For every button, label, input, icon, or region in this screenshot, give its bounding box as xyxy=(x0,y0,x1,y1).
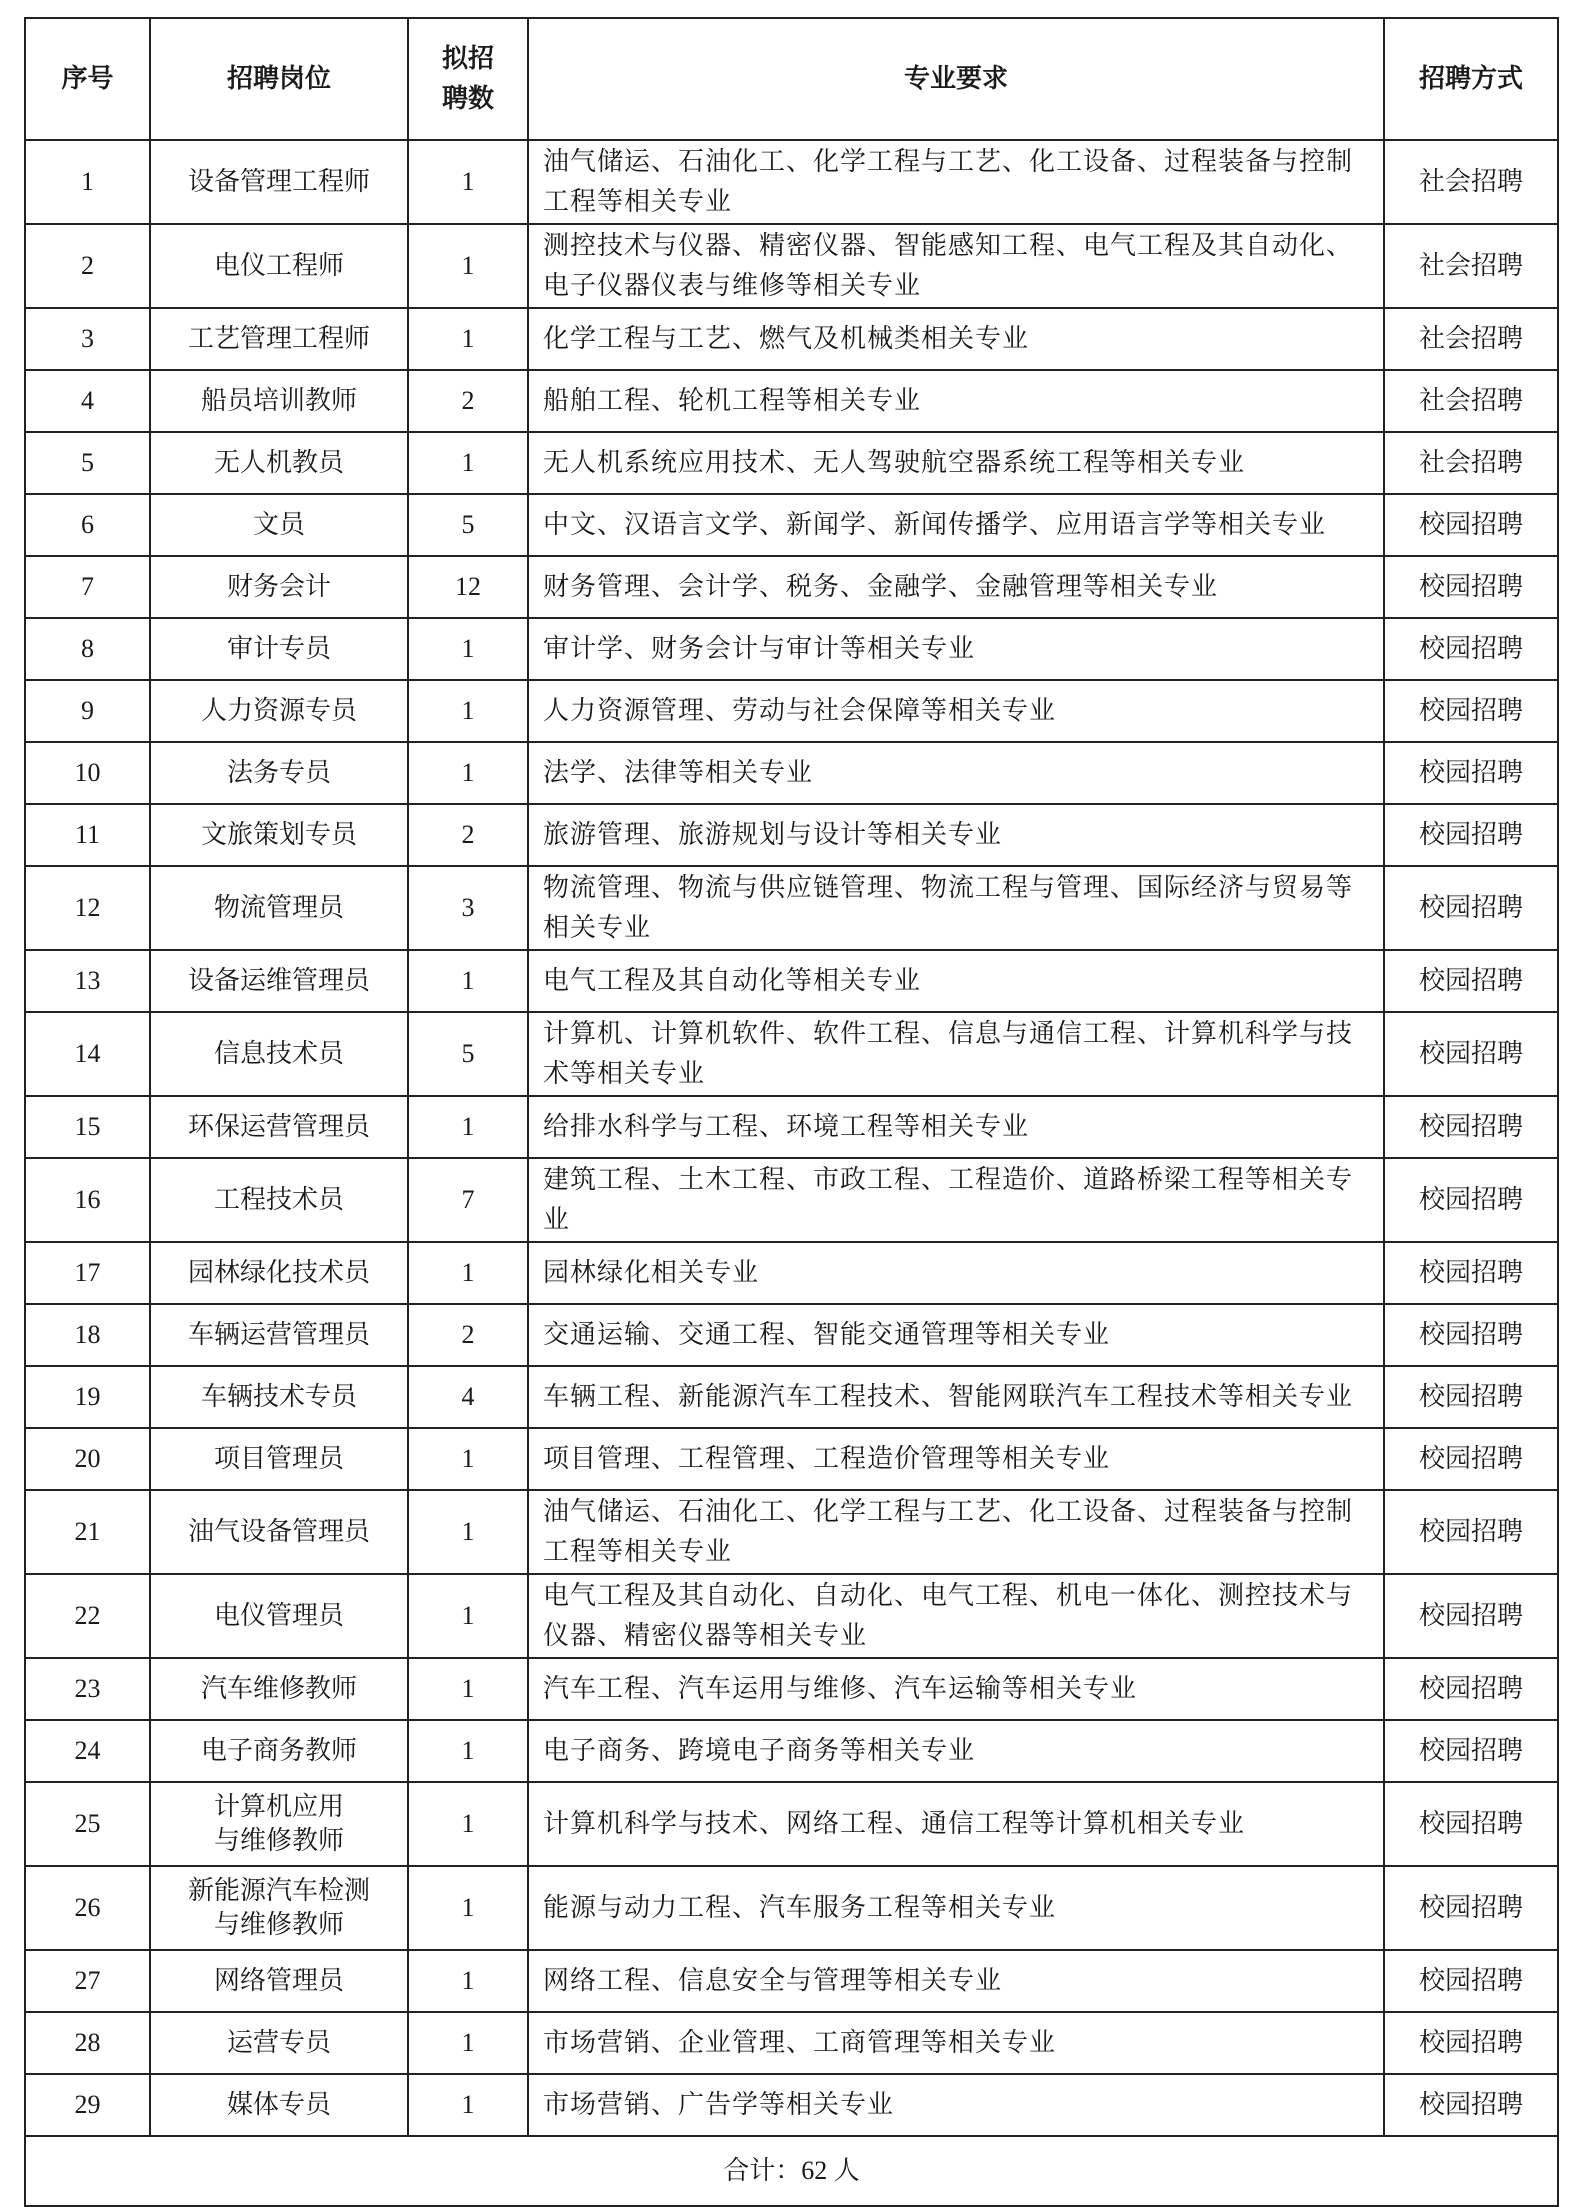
row-position: 财务会计 xyxy=(150,556,408,618)
row-position: 电子商务教师 xyxy=(150,1720,408,1782)
row-major: 计算机、计算机软件、软件工程、信息与通信工程、计算机科学与技术等相关专业 xyxy=(528,1012,1384,1096)
row-no: 4 xyxy=(25,370,150,432)
table-row xyxy=(25,556,1558,618)
table-row xyxy=(25,2074,1558,2136)
table-row xyxy=(25,1096,1558,1158)
row-position: 法务专员 xyxy=(150,742,408,804)
row-method: 校园招聘 xyxy=(1384,1782,1558,1866)
table-row xyxy=(25,1242,1558,1304)
row-position: 信息技术员 xyxy=(150,1012,408,1096)
row-method: 社会招聘 xyxy=(1384,224,1558,308)
table-row xyxy=(25,370,1558,432)
row-method: 校园招聘 xyxy=(1384,1658,1558,1720)
table-row xyxy=(25,2012,1558,2074)
table-row xyxy=(25,308,1558,370)
header-row xyxy=(25,18,1558,140)
row-no: 12 xyxy=(25,866,150,950)
row-major: 审计学、财务会计与审计等相关专业 xyxy=(528,618,1384,680)
row-major: 旅游管理、旅游规划与设计等相关专业 xyxy=(528,804,1384,866)
row-position: 项目管理员 xyxy=(150,1428,408,1490)
row-no: 25 xyxy=(25,1782,150,1866)
table-row xyxy=(25,140,1558,224)
row-method: 校园招聘 xyxy=(1384,866,1558,950)
row-position: 媒体专员 xyxy=(150,2074,408,2136)
header-position: 招聘岗位 xyxy=(150,18,408,140)
table-row xyxy=(25,1012,1558,1096)
header-major: 专业要求 xyxy=(528,18,1384,140)
row-method: 校园招聘 xyxy=(1384,1242,1558,1304)
row-major: 交通运输、交通工程、智能交通管理等相关专业 xyxy=(528,1304,1384,1366)
row-no: 3 xyxy=(25,308,150,370)
row-count: 1 xyxy=(408,308,528,370)
row-method: 校园招聘 xyxy=(1384,950,1558,1012)
row-no: 22 xyxy=(25,1574,150,1658)
row-count: 1 xyxy=(408,2012,528,2074)
table-row xyxy=(25,1782,1558,1866)
table-row xyxy=(25,1574,1558,1658)
row-position: 环保运营管理员 xyxy=(150,1096,408,1158)
table-row xyxy=(25,432,1558,494)
row-method: 校园招聘 xyxy=(1384,1866,1558,1950)
table-row xyxy=(25,1428,1558,1490)
total-cell: 合计：62 人 xyxy=(25,2136,1558,2206)
table-row xyxy=(25,618,1558,680)
row-method: 校园招聘 xyxy=(1384,618,1558,680)
row-count: 2 xyxy=(408,370,528,432)
row-major: 园林绿化相关专业 xyxy=(528,1242,1384,1304)
table-row xyxy=(25,1658,1558,1720)
row-position: 船员培训教师 xyxy=(150,370,408,432)
row-method: 校园招聘 xyxy=(1384,680,1558,742)
row-major: 电气工程及其自动化、自动化、电气工程、机电一体化、测控技术与仪器、精密仪器等相关专业 xyxy=(528,1574,1384,1658)
row-no: 9 xyxy=(25,680,150,742)
table-row xyxy=(25,1720,1558,1782)
row-major: 化学工程与工艺、燃气及机械类相关专业 xyxy=(528,308,1384,370)
row-no: 23 xyxy=(25,1658,150,1720)
row-count: 1 xyxy=(408,1658,528,1720)
row-method: 社会招聘 xyxy=(1384,140,1558,224)
row-position: 汽车维修教师 xyxy=(150,1658,408,1720)
row-no: 10 xyxy=(25,742,150,804)
row-position: 油气设备管理员 xyxy=(150,1490,408,1574)
recruitment-table xyxy=(24,17,1559,2207)
row-no: 18 xyxy=(25,1304,150,1366)
table-row xyxy=(25,1158,1558,1242)
row-major: 财务管理、会计学、税务、金融学、金融管理等相关专业 xyxy=(528,556,1384,618)
row-position: 车辆技术专员 xyxy=(150,1366,408,1428)
row-method: 校园招聘 xyxy=(1384,494,1558,556)
row-position: 文员 xyxy=(150,494,408,556)
row-count: 1 xyxy=(408,1242,528,1304)
row-count: 1 xyxy=(408,742,528,804)
row-count: 1 xyxy=(408,1428,528,1490)
row-count: 3 xyxy=(408,866,528,950)
row-method: 校园招聘 xyxy=(1384,742,1558,804)
row-major: 市场营销、企业管理、工商管理等相关专业 xyxy=(528,2012,1384,2074)
row-major: 测控技术与仪器、精密仪器、智能感知工程、电气工程及其自动化、电子仪器仪表与维修等相关专业 xyxy=(528,224,1384,308)
row-position: 计算机应用 与维修教师 xyxy=(150,1782,408,1866)
row-position: 电仪管理员 xyxy=(150,1574,408,1658)
row-no: 24 xyxy=(25,1720,150,1782)
row-method: 校园招聘 xyxy=(1384,1428,1558,1490)
row-method: 校园招聘 xyxy=(1384,1158,1558,1242)
row-major: 项目管理、工程管理、工程造价管理等相关专业 xyxy=(528,1428,1384,1490)
table-row xyxy=(25,494,1558,556)
row-count: 1 xyxy=(408,432,528,494)
table-row xyxy=(25,1950,1558,2012)
row-position: 电仪工程师 xyxy=(150,224,408,308)
row-position: 新能源汽车检测 与维修教师 xyxy=(150,1866,408,1950)
row-no: 17 xyxy=(25,1242,150,1304)
row-no: 26 xyxy=(25,1866,150,1950)
row-major: 建筑工程、土木工程、市政工程、工程造价、道路桥梁工程等相关专业 xyxy=(528,1158,1384,1242)
row-count: 1 xyxy=(408,1096,528,1158)
row-major: 油气储运、石油化工、化学工程与工艺、化工设备、过程装备与控制工程等相关专业 xyxy=(528,140,1384,224)
row-count: 5 xyxy=(408,494,528,556)
row-major: 船舶工程、轮机工程等相关专业 xyxy=(528,370,1384,432)
row-no: 1 xyxy=(25,140,150,224)
row-major: 能源与动力工程、汽车服务工程等相关专业 xyxy=(528,1866,1384,1950)
row-count: 1 xyxy=(408,1490,528,1574)
row-method: 校园招聘 xyxy=(1384,1012,1558,1096)
row-method: 校园招聘 xyxy=(1384,1366,1558,1428)
row-no: 14 xyxy=(25,1012,150,1096)
row-count: 1 xyxy=(408,618,528,680)
row-no: 8 xyxy=(25,618,150,680)
row-count: 1 xyxy=(408,2074,528,2136)
header-method: 招聘方式 xyxy=(1384,18,1558,140)
row-no: 6 xyxy=(25,494,150,556)
row-major: 电子商务、跨境电子商务等相关专业 xyxy=(528,1720,1384,1782)
row-major: 车辆工程、新能源汽车工程技术、智能网联汽车工程技术等相关专业 xyxy=(528,1366,1384,1428)
total-row xyxy=(25,2136,1558,2206)
row-no: 29 xyxy=(25,2074,150,2136)
row-position: 运营专员 xyxy=(150,2012,408,2074)
row-major: 市场营销、广告学等相关专业 xyxy=(528,2074,1384,2136)
row-major: 物流管理、物流与供应链管理、物流工程与管理、国际经济与贸易等相关专业 xyxy=(528,866,1384,950)
row-position: 设备管理工程师 xyxy=(150,140,408,224)
row-count: 12 xyxy=(408,556,528,618)
header-count xyxy=(408,18,528,140)
row-count: 1 xyxy=(408,1574,528,1658)
row-method: 校园招聘 xyxy=(1384,2012,1558,2074)
row-no: 11 xyxy=(25,804,150,866)
row-count: 1 xyxy=(408,1782,528,1866)
row-no: 20 xyxy=(25,1428,150,1490)
row-no: 28 xyxy=(25,2012,150,2074)
row-count: 2 xyxy=(408,804,528,866)
row-no: 13 xyxy=(25,950,150,1012)
table-row xyxy=(25,1490,1558,1574)
row-major: 无人机系统应用技术、无人驾驶航空器系统工程等相关专业 xyxy=(528,432,1384,494)
row-major: 给排水科学与工程、环境工程等相关专业 xyxy=(528,1096,1384,1158)
row-major: 人力资源管理、劳动与社会保障等相关专业 xyxy=(528,680,1384,742)
row-count: 1 xyxy=(408,680,528,742)
row-method: 校园招聘 xyxy=(1384,1304,1558,1366)
row-position: 文旅策划专员 xyxy=(150,804,408,866)
table-row xyxy=(25,804,1558,866)
row-method: 校园招聘 xyxy=(1384,1574,1558,1658)
row-method: 校园招聘 xyxy=(1384,1096,1558,1158)
row-major: 汽车工程、汽车运用与维修、汽车运输等相关专业 xyxy=(528,1658,1384,1720)
row-position: 工程技术员 xyxy=(150,1158,408,1242)
table-row xyxy=(25,950,1558,1012)
header-count-line2: 聘数 xyxy=(441,84,494,113)
row-position: 人力资源专员 xyxy=(150,680,408,742)
row-no: 27 xyxy=(25,1950,150,2012)
row-position: 园林绿化技术员 xyxy=(150,1242,408,1304)
row-major: 中文、汉语言文学、新闻学、新闻传播学、应用语言学等相关专业 xyxy=(528,494,1384,556)
row-method: 社会招聘 xyxy=(1384,308,1558,370)
row-method: 社会招聘 xyxy=(1384,370,1558,432)
table-row xyxy=(25,1366,1558,1428)
header-count-line1: 拟招 xyxy=(441,44,494,73)
table-row xyxy=(25,1866,1558,1950)
row-count: 2 xyxy=(408,1304,528,1366)
row-method: 校园招聘 xyxy=(1384,1950,1558,2012)
row-method: 校园招聘 xyxy=(1384,1720,1558,1782)
row-major: 网络工程、信息安全与管理等相关专业 xyxy=(528,1950,1384,2012)
row-method: 校园招聘 xyxy=(1384,1490,1558,1574)
row-major: 计算机科学与技术、网络工程、通信工程等计算机相关专业 xyxy=(528,1782,1384,1866)
row-position: 工艺管理工程师 xyxy=(150,308,408,370)
table-row xyxy=(25,224,1558,308)
row-method: 校园招聘 xyxy=(1384,556,1558,618)
row-position: 设备运维管理员 xyxy=(150,950,408,1012)
row-position: 无人机教员 xyxy=(150,432,408,494)
row-count: 1 xyxy=(408,1720,528,1782)
row-no: 5 xyxy=(25,432,150,494)
row-position: 审计专员 xyxy=(150,618,408,680)
table-row xyxy=(25,866,1558,950)
row-count: 5 xyxy=(408,1012,528,1096)
table-row xyxy=(25,742,1558,804)
row-count: 1 xyxy=(408,1866,528,1950)
row-no: 15 xyxy=(25,1096,150,1158)
row-major: 法学、法律等相关专业 xyxy=(528,742,1384,804)
row-count: 1 xyxy=(408,1950,528,2012)
row-position: 物流管理员 xyxy=(150,866,408,950)
row-major: 电气工程及其自动化等相关专业 xyxy=(528,950,1384,1012)
row-no: 7 xyxy=(25,556,150,618)
row-position: 网络管理员 xyxy=(150,1950,408,2012)
row-method: 校园招聘 xyxy=(1384,804,1558,866)
row-count: 1 xyxy=(408,950,528,1012)
header-no: 序号 xyxy=(25,18,150,140)
row-no: 21 xyxy=(25,1490,150,1574)
table-row xyxy=(25,1304,1558,1366)
row-position: 车辆运营管理员 xyxy=(150,1304,408,1366)
row-method: 社会招聘 xyxy=(1384,432,1558,494)
row-no: 2 xyxy=(25,224,150,308)
row-count: 1 xyxy=(408,224,528,308)
row-count: 1 xyxy=(408,140,528,224)
row-no: 19 xyxy=(25,1366,150,1428)
row-method: 校园招聘 xyxy=(1384,2074,1558,2136)
row-major: 油气储运、石油化工、化学工程与工艺、化工设备、过程装备与控制工程等相关专业 xyxy=(528,1490,1384,1574)
table-row xyxy=(25,680,1558,742)
row-no: 16 xyxy=(25,1158,150,1242)
row-count: 7 xyxy=(408,1158,528,1242)
row-count: 4 xyxy=(408,1366,528,1428)
